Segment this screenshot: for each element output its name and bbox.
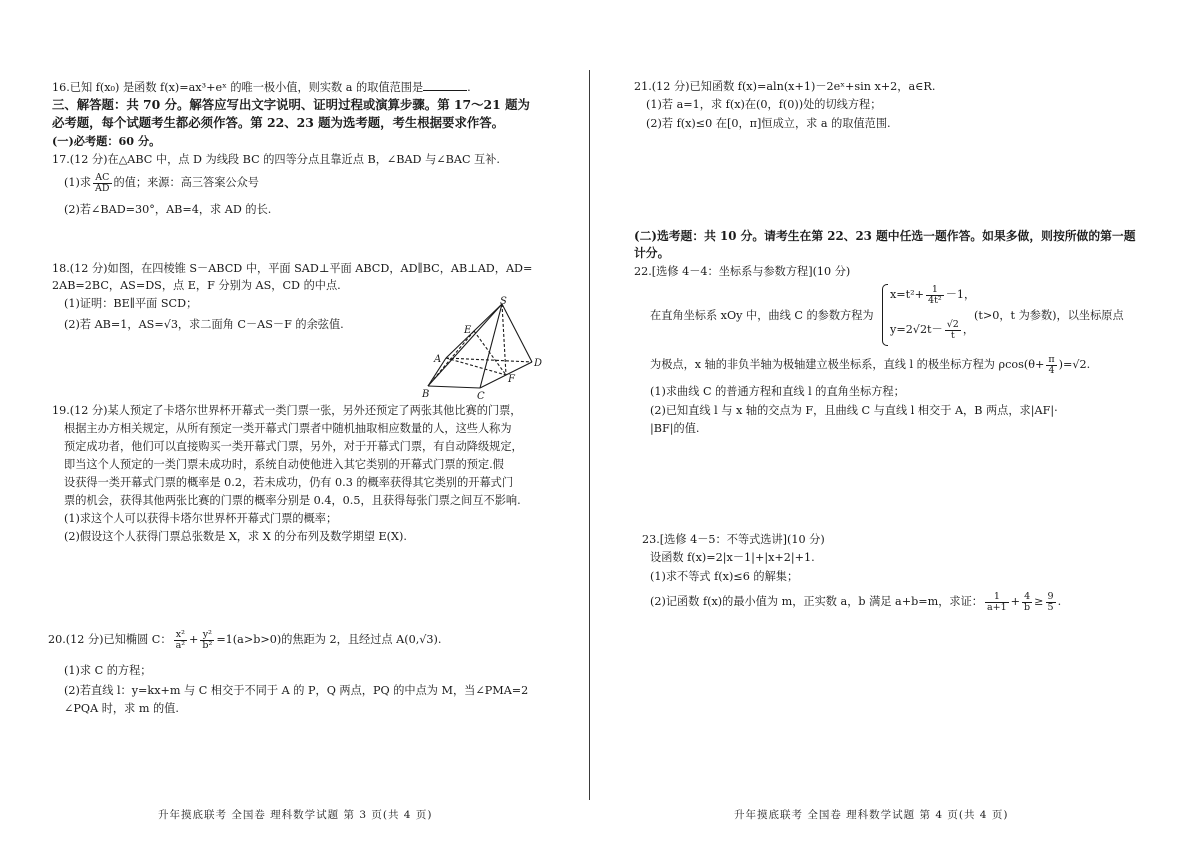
q22-part-2-line-2: |BF|的值. [650,422,700,435]
q17-p1-post: 的值；来源：高三答案公众号 [113,176,259,189]
q20-post: =1(a>b>0)的焦距为 2，且经过点 A(0,√3). [216,633,442,646]
q21-part-2: (2)若 f(x)≤0 在[0，π]恒成立，求 a 的取值范围. [646,117,891,130]
frac-denominator: 4 [1048,364,1055,376]
frac-denominator: a+1 [987,601,1007,613]
q20-part-2-line-1: (2)若直线 l：y=kx+m 与 C 相交于不同于 A 的 P，Q 两点，PQ 的中点为 M，当∠PMA=2 [64,684,529,697]
q17-stem: 17.(12 分)在△ABC 中，点 D 为线段 BC 的四等分点且靠近点 B，∠BAD 与∠BAC 互补. [52,153,500,166]
frac-numerator: 1 [985,592,1009,603]
answer-blank [423,80,467,91]
page-3 [0,0,590,848]
q23-frac-3 [1046,592,1056,613]
plus-sign: + [189,633,199,646]
elective-heading-line-2: 计分。 [634,246,670,260]
frac-numerator: y² [200,630,214,641]
q17-part-2: (2)若∠BAD=30°，AB=4，求 AD 的长. [64,203,272,216]
label-E: E [464,325,472,336]
q19-part-1: (1)求这个人可以获得卡塔尔世界杯开幕式门票的概率； [64,512,338,525]
q19-line-4: 即当这个人预定的一类门票未成功时，系统自动使他进入其它类别的开幕式门票的预定.假 [64,458,504,471]
q23-part-1: (1)求不等式 f(x)≤6 的解集； [650,570,799,583]
q23-part-2 [650,590,1061,614]
frac-numerator: x² [174,630,187,641]
q22-param-note: (t>0，t 为参数)，以坐标原点 [974,309,1124,322]
q19-line-3: 预定成功者，他们可以直接购买一类开幕式门票，另外，对于开幕式门票，有自动降级规定， [64,440,523,453]
q23-frac-1 [985,592,1009,613]
frac-numerator: π [1048,353,1055,365]
polar-mid: (θ+ [1023,358,1045,371]
q20-frac-x [174,630,187,651]
eq2-frac [945,320,961,341]
q20-part-2-line-2: ∠PQA 时，求 m 的值. [64,702,179,715]
q18-part-1: (1)证明：BE∥平面 SCD； [64,297,198,310]
frac-numerator: 4 [1022,592,1032,603]
polar-frac [1046,355,1056,376]
frac-numerator: √2 [946,318,959,330]
frac-denominator: 5 [1047,601,1054,613]
page-divider [589,70,590,800]
q22-title: 22.[选修 4－4：坐标系与参数方程](10 分) [634,265,851,278]
eq1-post: －1， [945,288,976,301]
geq-sign: ≥ [1034,595,1044,608]
q18-part-2: (2)若 AB=1，AS=√3，求二面角 C－AS－F 的余弦值. [64,318,344,331]
section-3-heading-line-1: 三、解答题：共 70 分。解答应写出文字说明、证明过程或演算步骤。第 17～21 题为 [52,97,530,112]
label-F: F [508,374,515,385]
q23-frac-2 [1022,592,1032,613]
q22-part-2-line-1: (2)已知直线 l 与 x 轴的交点为 F，且曲线 C 与直线 l 相交于 A，B 两点，求|AF|· [650,404,1058,417]
label-S: S [500,296,507,307]
required-section-header: (一)必考题：60 分。 [52,134,161,148]
section-3-heading-line-2: 必考题，每个试题考生都必须作答。第 22、23 题为选考题，考生根据要求作答。 [52,115,505,130]
frac-denominator: AD [95,182,110,194]
q23-stem: 设函数 f(x)=2|x－1|+|x+2|+1. [650,551,815,564]
frac-denominator: t [950,329,955,341]
q20-part-1: (1)求 C 的方程； [64,664,152,677]
elective-heading-line-1: (二)选考题：共 10 分。请考生在第 22、23 题中任选一题作答。如果多做，则按所做的第一题 [634,229,1136,243]
frac-denominator: b [1024,601,1031,613]
q17-part-1 [64,172,259,194]
label-D: D [534,358,543,369]
q23-p2-pre: (2)记函数 f(x)的最小值为 m，正实数 a，b 满足 a+b=m，求证： [650,595,983,608]
q20-pre: 20.(12 分)已知椭圆 C： [48,633,172,646]
q16-end: . [467,81,471,94]
label-C: C [477,391,485,400]
q20-stem [48,628,441,652]
eq2-post: ， [962,323,975,336]
q19-line-2: 根据主办方相关规定，从所有预定一类开幕式门票者中随机抽取相应数量的人，这些人称为 [64,422,512,435]
q22-polar-line [650,353,1090,377]
frac-numerator: AC [93,173,111,184]
system-brace [882,284,888,346]
q19-part-2: (2)假设这个人获得门票总张数是 X，求 X 的分布列及数学期望 E(X). [64,530,407,543]
footer-page-3: 升年摸底联考 全国卷 理科数学试题 第 3 页(共 4 页) [158,809,433,821]
frac-numerator: 1 [926,285,944,296]
q22-equation-x [890,284,975,306]
page-4 [600,0,1200,848]
q21-stem: 21.(12 分)已知函数 f(x)=aln(x+1)－2eˣ+sin x+2，a∈R. [634,80,936,93]
q23-title: 23.[选修 4－5：不等式选讲](10 分) [642,533,825,546]
label-B: B [422,389,430,400]
frac-denominator: a² [175,639,186,651]
frac-denominator: b² [202,639,213,651]
eq1-pre: x=t²+ [890,288,925,301]
q22-part-1: (1)求曲线 C 的普通方程和直线 l 的直角坐标方程； [650,385,905,398]
footer-page-4: 升年摸底联考 全国卷 理科数学试题 第 4 页(共 4 页) [734,809,1009,821]
q19-line-1: 19.(12 分)某人预定了卡塔尔世界杯开幕式一类门票一张，另外还预定了两张其他比赛的门票， [52,404,522,417]
q20-frac-y [200,630,214,651]
label-A: A [434,354,442,365]
eq2-pre: y=2√2t－ [890,323,943,336]
q18-line-2: 2AB=2BC，AS=DS，点 E，F 分别为 AS，CD 的中点. [52,279,341,292]
q21-part-1: (1)若 a=1，求 f(x)在(0，f(0))处的切线方程； [646,98,882,111]
polar-post: )=√2. [1058,358,1091,371]
frac-denominator: 4t² [928,294,942,306]
q19-line-6: 票的机会，获得其他两张比赛的门票的概率分别是 0.4，0.5，且获得每张门票之间互不影响. [64,494,521,507]
polar-pre: 为极点，x 轴的非负半轴为极轴建立极坐标系，直线 l 的极坐标方程为 ρcos [650,358,1024,371]
q17-fraction [93,173,111,194]
q22-equation-y [890,318,974,342]
q22-intro: 在直角坐标系 xOy 中，曲线 C 的参数方程为 [650,309,874,322]
question-16 [52,80,471,95]
q18-line-1: 18.(12 分)如图，在四棱锥 S－ABCD 中，平面 SAD⊥平面 ABCD，AD∥BC，AB⊥AD，AD= [52,262,533,275]
frac-numerator: 9 [1047,590,1054,602]
eq1-frac [926,285,944,306]
q19-line-5: 设获得一类开幕式门票的概率是 0.2，若未成功，仍有 0.3 的概率获得其它类别的开幕式门 [64,476,514,489]
q16-text: 16.已知 f(x₀) 是函数 f(x)=ax³+eˣ 的唯一极小值，则实数 a 的取值范围是 [52,81,424,94]
plus-sign: + [1010,595,1021,608]
q17-p1-pre: (1)求 [64,176,92,189]
q23-end: . [1057,595,1062,608]
pyramid-figure [420,296,550,400]
